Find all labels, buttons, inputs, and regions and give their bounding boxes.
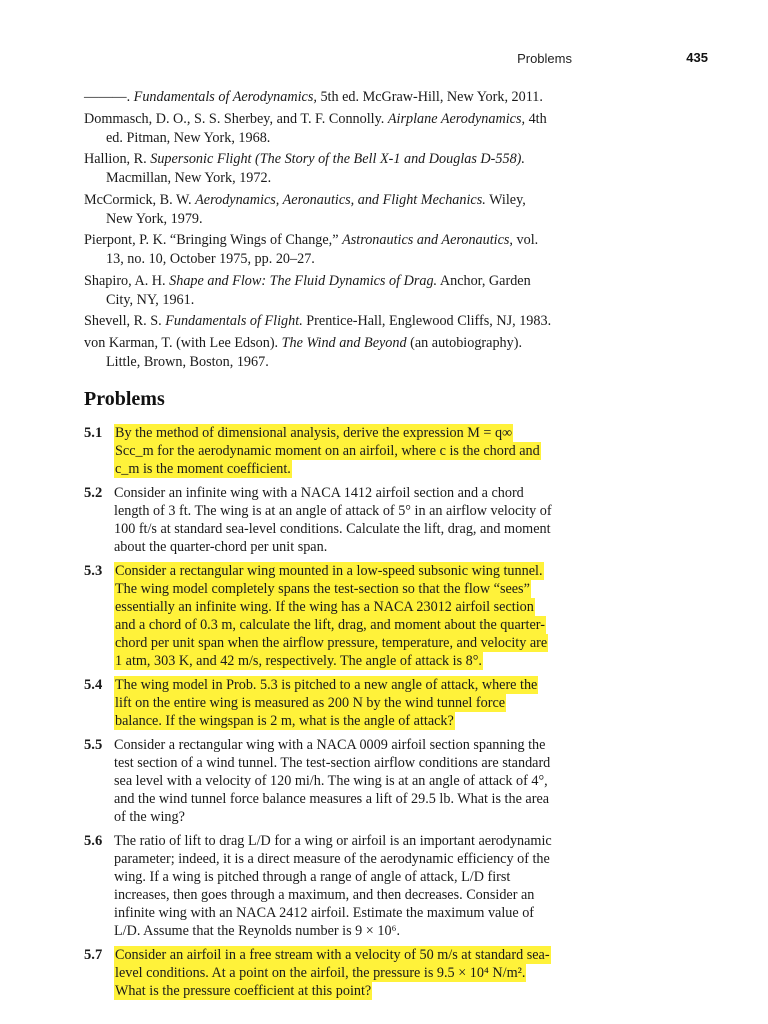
problem-text-content: Consider a rectangular wing mounted in a low-speed subsonic wing tunnel. The wing model completely spans the test-section so that the flow “sees” essentially an infinite wing. If the wing has a NACA 23012 airfoil section and a chord of 0.3 m, calculate the lift, drag, and moment about the quarter-chord per unit span when the airflow pressure, temperature, and velocity are 1 atm, 303 K, and 42 m/s, respectively. The angle of attack is 8°. — [115, 563, 548, 669]
reference-suffix: Prentice-Hall, Englewood Cliffs, NJ, 1983. — [302, 313, 552, 329]
problem-item — [84, 562, 554, 670]
problem-list — [84, 424, 554, 1006]
page-header — [0, 51, 768, 71]
reference-prefix: von Karman, T. (with Lee Edson). — [84, 334, 282, 351]
reference-item — [84, 150, 554, 188]
problem-number: 5.1 — [84, 425, 103, 441]
problems-heading: Problems — [84, 388, 165, 410]
reference-suffix: (an autobiography). Little, Brown, Boston, 1967. — [106, 334, 523, 370]
reference-suffix: 4th ed. Pitman, New York, 1968. — [106, 110, 547, 146]
reference-title: Supersonic Flight (The Story of the Bell X-1 and Douglas D-558). — [150, 151, 525, 167]
reference-prefix: Shevell, R. S. — [84, 313, 166, 329]
problem-number: 5.3 — [84, 563, 103, 579]
problem-text — [114, 562, 554, 670]
problem-number: 5.6 — [84, 833, 103, 849]
problem-item — [84, 946, 554, 1000]
problem-text — [114, 484, 554, 556]
problem-number: 5.5 — [84, 737, 103, 753]
reference-suffix: 5th ed. McGraw-Hill, New York, 2011. — [316, 89, 543, 105]
problem-text-content: Consider a rectangular wing with a NACA 0009 airfoil section spanning the test section of a wind tunnel. The test-section airflow conditions are standard sea level with a velocity of 120 mi/h. The wing is at an angle of attack of 4°, and the wind tunnel force balance measures a lift of 29.5 lb. What is the area of the wing? — [114, 737, 551, 825]
reference-title: Fundamentals of Flight. — [165, 313, 303, 329]
reference-item — [84, 272, 554, 310]
problem-text-content: Consider an infinite wing with a NACA 1412 airfoil section and a chord length of 3 ft. The wing is at an angle of attack of 5° in an airflow velocity of 100 ft/s at standard sea-level conditions. Calculate the lift, drag, and moment about the quarter-chord per unit span. — [114, 485, 552, 555]
problem-text — [114, 424, 554, 478]
reference-prefix: Pierpont, P. K. “Bringing Wings of Change,” — [84, 232, 343, 248]
running-head-section: Problems — [517, 51, 572, 66]
reference-title: The Wind and Beyond — [281, 334, 407, 351]
reference-prefix: Dommasch, D. O., S. S. Sherbey, and T. F. Connolly. — [84, 110, 388, 127]
reference-item — [84, 88, 554, 107]
problem-text-content: The ratio of lift to drag L/D for a wing or airfoil is an important aerodynamic parameter; indeed, it is a direct measure of the aerodynamic efficiency of the wing. If a wing is pitched through a range of angle of attack, L/D first increases, then goes through a maximum, and then decreases. Consider an infinite wing with an NACA 2412 airfoil. Estimate the maximum value of L/D. Assume that the Reynolds number is 9 × 10⁶. — [114, 833, 552, 939]
problem-item — [84, 424, 554, 478]
reference-title: Fundamentals of Aerodynamics, — [133, 89, 317, 105]
problem-item — [84, 676, 554, 730]
problem-number: 5.7 — [84, 947, 103, 963]
reference-item — [84, 110, 554, 148]
reference-prefix: ———. — [84, 89, 134, 105]
reference-item — [84, 231, 554, 269]
reference-item — [84, 334, 554, 372]
problem-text-content: The wing model in Prob. 5.3 is pitched to a new angle of attack, where the lift on the entire wing is measured as 200 N by the wind tunnel force balance. If the wingspan is 2 m, what is the angle of attack? — [115, 677, 538, 729]
reference-suffix: Wiley, New York, 1979. — [106, 191, 526, 227]
reference-list — [84, 88, 554, 374]
reference-prefix: Shapiro, A. H. — [84, 272, 170, 289]
reference-title: Shape and Flow: The Fluid Dynamics of Drag. — [169, 272, 438, 289]
reference-title: Airplane Aerodynamics, — [387, 110, 526, 127]
page-number: 435 — [686, 50, 708, 65]
problem-number: 5.4 — [84, 677, 103, 693]
problem-item — [84, 484, 554, 556]
problem-text — [114, 676, 554, 730]
problem-number: 5.2 — [84, 485, 103, 501]
problem-text — [114, 736, 554, 826]
reference-item — [84, 312, 554, 331]
problem-text-content: By the method of dimensional analysis, derive the expression M = q∞ Scc_m for the aerodynamic moment on an airfoil, where c is the chord and c_m is the moment coefficient. — [115, 425, 540, 477]
reference-suffix: Anchor, Garden City, NY, 1961. — [106, 272, 531, 308]
problem-text — [114, 946, 554, 1000]
reference-item — [84, 191, 554, 229]
problem-text — [114, 832, 554, 940]
reference-title: Aerodynamics, Aeronautics, and Flight Mechanics. — [195, 191, 486, 208]
reference-suffix: vol. 13, no. 10, October 1975, pp. 20–27. — [106, 232, 539, 267]
problem-item — [84, 736, 554, 826]
problem-item — [84, 832, 554, 940]
reference-prefix: McCormick, B. W. — [84, 191, 196, 208]
reference-suffix: Macmillan, New York, 1972. — [106, 170, 272, 186]
reference-title: Astronautics and Aeronautics, — [342, 232, 513, 248]
reference-prefix: Hallion, R. — [84, 151, 151, 167]
problem-text-content: Consider an airfoil in a free stream with a velocity of 50 m/s at standard sea-level conditions. At a point on the airfoil, the pressure is 9.5 × 10⁴ N/m². What is the pressure coefficient at this point? — [115, 947, 550, 999]
